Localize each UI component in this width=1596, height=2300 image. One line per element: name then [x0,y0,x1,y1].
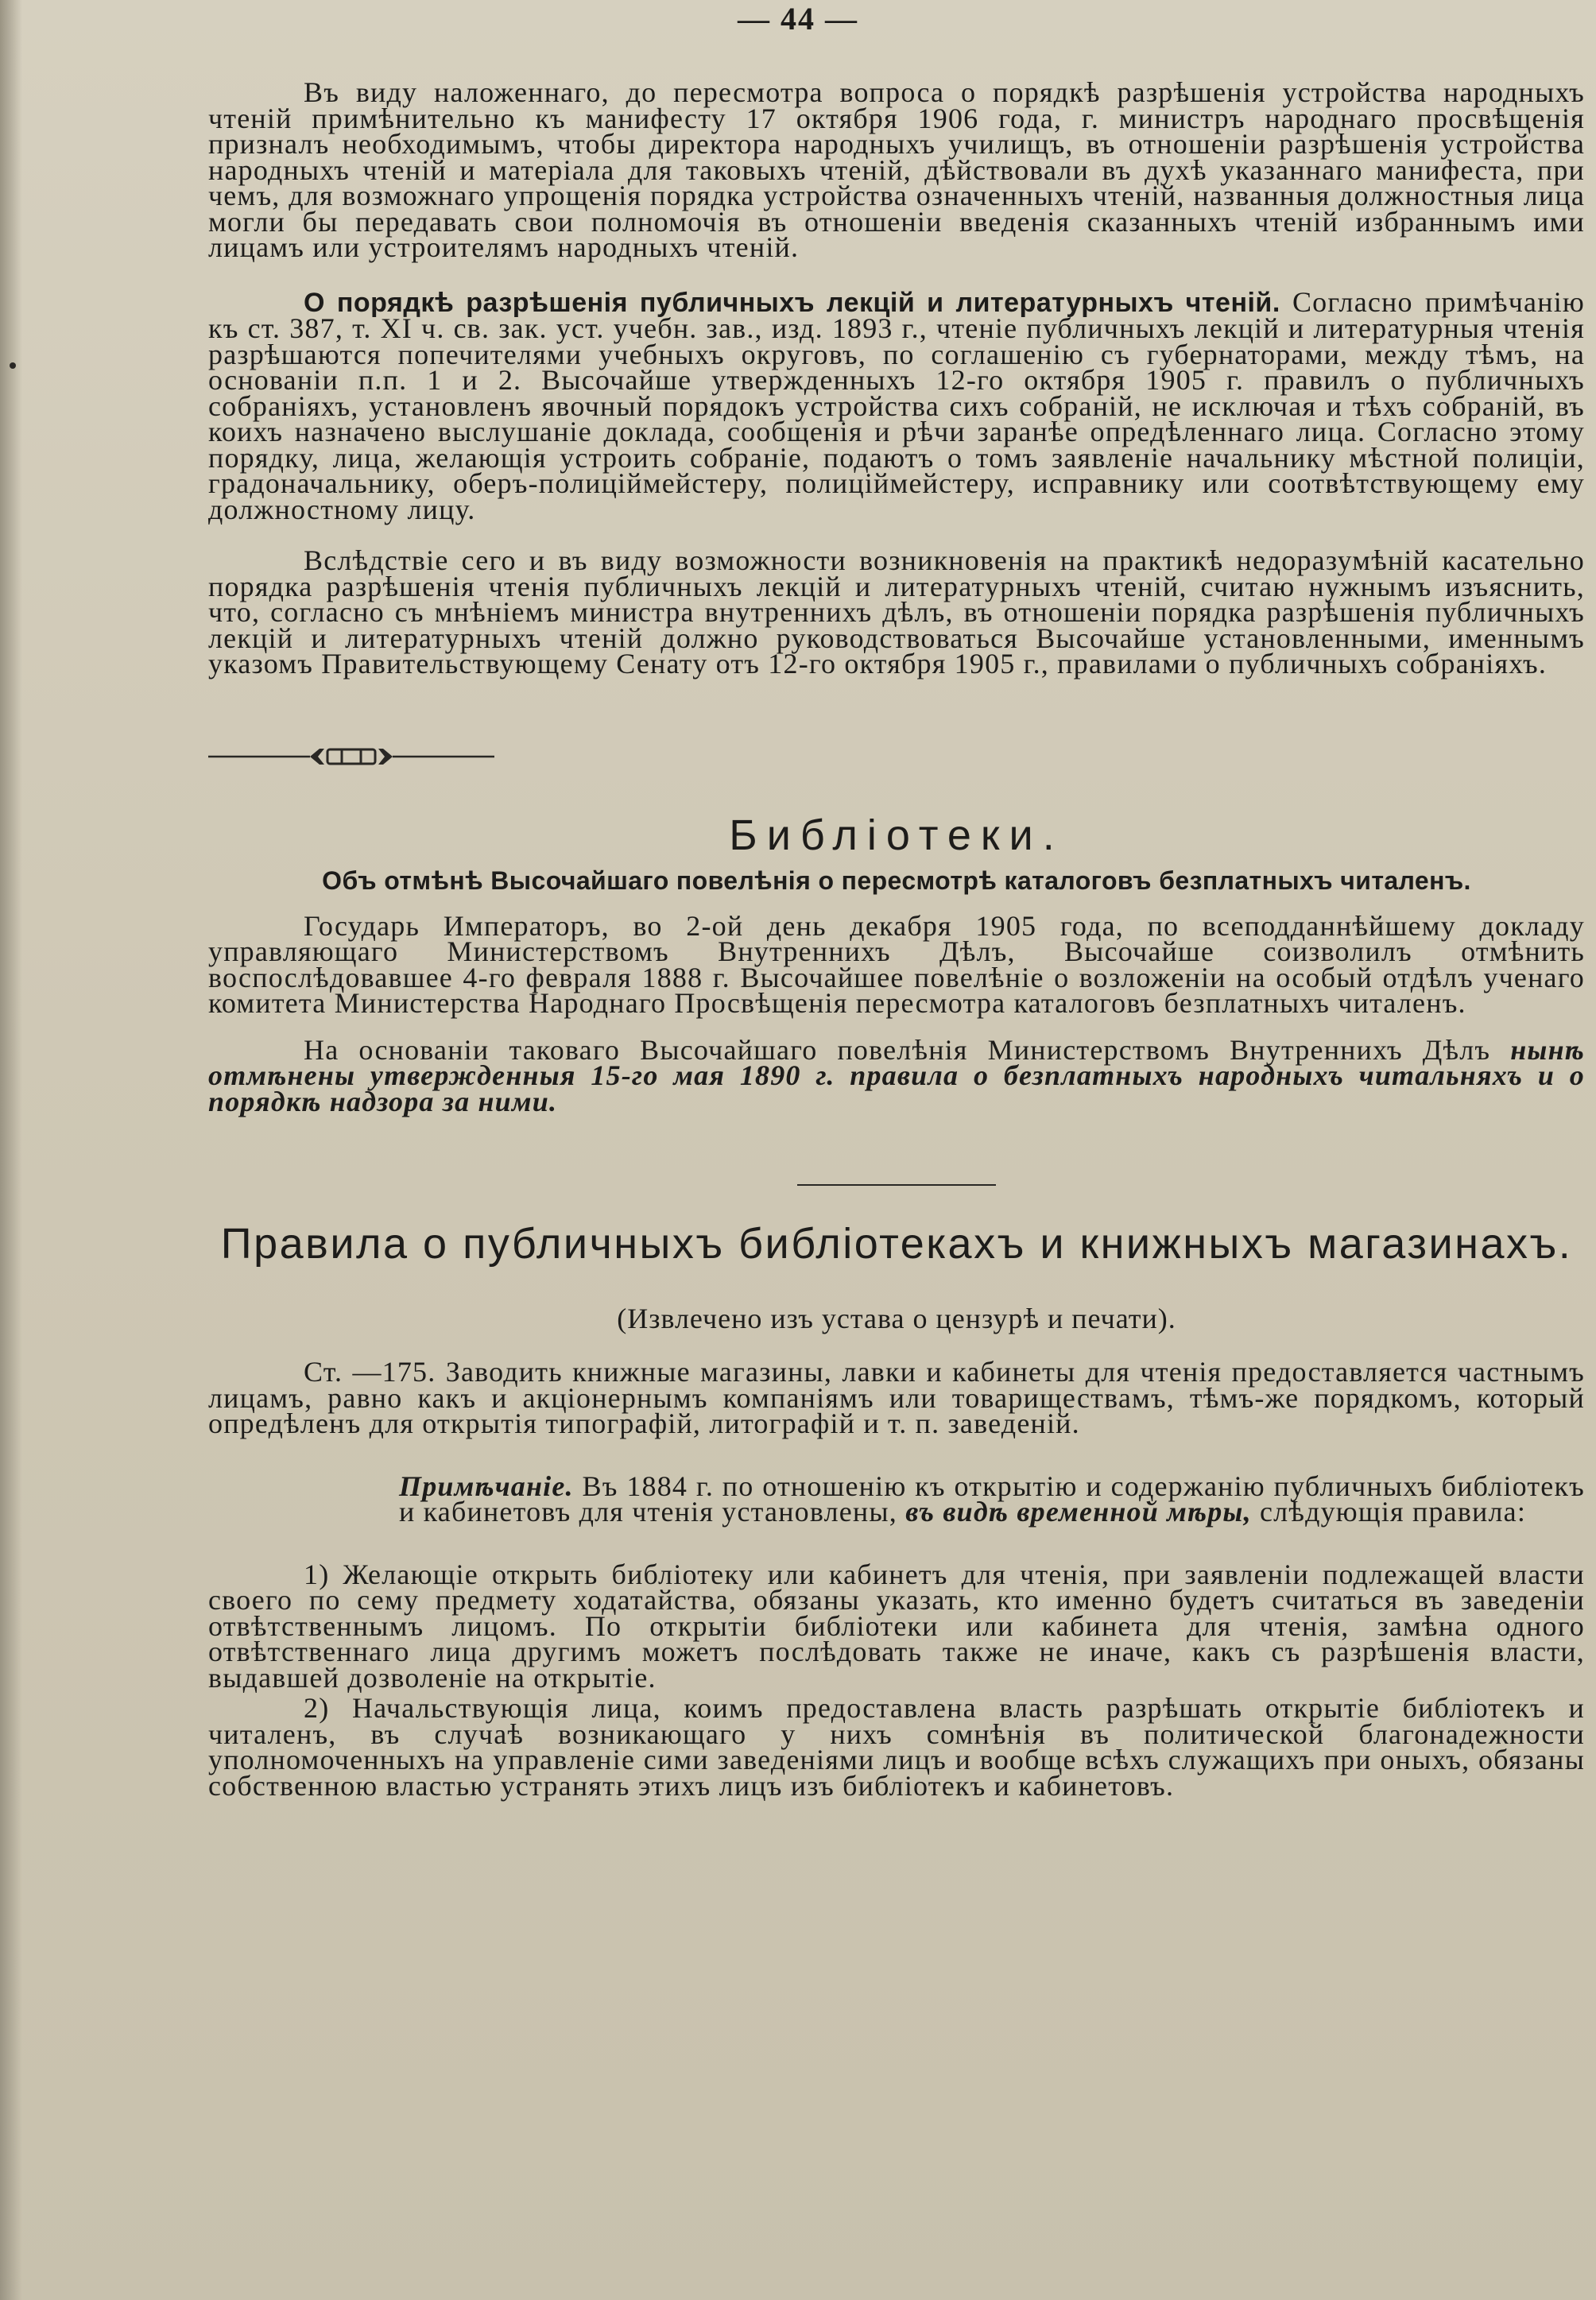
rules-cancelled-start: На основаніи таковаго Высочайшаго повелѣнія Министерствомъ Внутреннихъ Дѣлъ [304,1033,1511,1066]
note-end: слѣдующія правила: [1251,1496,1527,1528]
note-italic: въ видѣ временной мѣры, [905,1496,1252,1528]
rules-cancelled-italic: нынѣ отмѣнены утвержденныя 15-го мая 1890 г. правила о безплатныхъ народныхъ читальняхъ и о порядкѣ надзора за ними. [208,1033,1585,1117]
paragraph-consequently: Вслѣдствіе сего и въ виду возможности возникновенія на практикѣ недоразумѣній касательно порядка разрѣшенія чтенія публичныхъ лекцій и литературныхъ чтеній, считаю нужнымъ изъяснить, что, согласно съ мнѣніемъ министра внутреннихъ дѣлъ, въ отношеніи порядка разрѣшенія публичныхъ лекцій и литературныхъ чтеній должно руководствоваться Высочайше установленными, именнымъ указомъ Правительствующему Сенату отъ 12-го октября 1905 г., правилами о публичныхъ собраніяхъ. [208,544,1585,680]
lectures-body: Согласно примѣчанію къ ст. 387, т. XI ч. св. зак. уст. учебн. зав., изд. 1893 г., чтеніе публичныхъ лекцій и литературныя чтенія разрѣшаются попечителями учебныхъ округовъ, по соглашенію съ губернаторами, между тѣмъ, на основаніи п.п. 1 и 2. Высочайше утвержденныхъ 12-го октября 1905 г. правилъ о публичныхъ собраніяхъ, установленъ явочный порядокъ устройства сихъ собраній, не исключая и тѣхъ собраній, въ коихъ назначено выслушаніе доклада, сообщенія и рѣчи заранѣе опредѣленнаго лица. Согласно этому порядку, лица, желающія устроить собраніе, подаютъ о томъ заявленіе начальнику мѣстной полиціи, градоначальнику, оберъ-полиціймейстеру, полиціймейстеру, исправнику или соотвѣтствующему ему должностному лицу. [208,285,1585,525]
paragraph-readings-manifest: Въ виду наложеннаго, до пересмотра вопроса о порядкѣ разрѣшенія устройства народныхъ чтеній примѣнительно къ манифесту 17 октября 1906 года, г. министръ народнаго просвѣщенія призналъ необходимымъ, чтобы директора народныхъ училищъ, въ отношеніи разрѣшенія устройства народныхъ чтеній и матеріала для таковыхъ чтеній, дѣйствовали въ духѣ указаннаго манифеста, при чемъ, для возможнаго упрощенія порядка устройства означенныхъ чтеній, названныя должностныя лица могли бы передавать свои полномочія въ отношеніи введенія сказанныхъ чтеній избраннымъ ими лицамъ или устроителямъ народныхъ чтеній. [208,76,1585,263]
ornament-divider [208,744,494,769]
note-start: Въ 1884 г. по отношенію къ открытію и содержанію публичныхъ библіотекъ и кабинетовъ для чтенія установлены, [399,1469,1585,1528]
section-title-public-libraries: Правила о публичныхъ библіотекахъ и книжныхъ магазинахъ. [220,1220,1573,1268]
ink-speck [10,362,16,369]
note-label: Примѣчаніе. [399,1469,574,1502]
section-rule [797,1184,996,1186]
paragraph-emperor-decree: Государь Императоръ, во 2-ой день декабря 1905 года, по всеподданнѣйшему докладу управляющаго Министерствомъ Внутреннихъ Дѣлъ, Высочайше соизволилъ отмѣнить воспослѣдовавшее 4-го февраля 1888 г. Высочайшее повелѣніе о возложеніи на особый отдѣлъ ученаго комитета Министерства Народнаго Просвѣщенія пересмотра каталоговъ безплатныхъ читаленъ. [208,909,1585,1019]
rule-item-2: 2) Начальствующія лица, коимъ предоставлена власть разрѣшать открытіе библіотекъ и читаленъ, въ случаѣ возникающаго у нихъ сомнѣнія въ политической благонадежности уполномоченныхъ на управленіе сими заведеніями лицъ и вообще всѣхъ служащихъ при оныхъ, обязаны собственною властью устранять этихъ лицъ изъ библіотекъ и кабинетовъ. [208,1692,1585,1802]
lectures-heading-inline: О порядкѣ разрѣшенія публичныхъ лекцій и литературныхъ чтеній. [304,287,1280,318]
note-1884 [399,1469,1585,1528]
subheading-catalog-revision: Объ отмѣнѣ Высочайшаго повелѣнія о пересмотрѣ каталоговъ безплатныхъ читаленъ. [322,865,1471,895]
section-title-libraries: Библіотеки. [729,811,1064,859]
extract-source-note: (Извлечено изъ устава о цензурѣ и печати). [617,1303,1176,1334]
paragraph-article-175: Ст. —175. Заводить книжные магазины, лавки и кабинеты для чтенія предоставляется частнымъ лицамъ, равно какъ и акціонернымъ компаніямъ или товариществамъ, тѣмъ-же порядкомъ, который опредѣленъ для открытія типографій, литографій и т. п. заведеній. [208,1356,1585,1439]
paragraph-public-lectures [208,285,1585,525]
paragraph-rules-cancelled [208,1033,1585,1117]
text-column [208,76,1585,1802]
page-number: — 44 — [738,1,858,37]
rule-item-1: 1) Желающіе открыть библіотеку или кабинетъ для чтенія, при заявленіи подлежащей власти своего по сему предмету ходатайства, обязаны указать, кто именно будетъ считаться въ заведеніи отвѣтственнымъ лицомъ. По открытіи библіотеки или кабинета для чтенія, замѣна одного отвѣтственнаго лица другимъ можетъ послѣдовать также не иначе, какъ съ разрѣшенія власти, выдавшей дозволеніе на открытіе. [208,1558,1585,1694]
page-edge-shadow [0,0,22,2300]
